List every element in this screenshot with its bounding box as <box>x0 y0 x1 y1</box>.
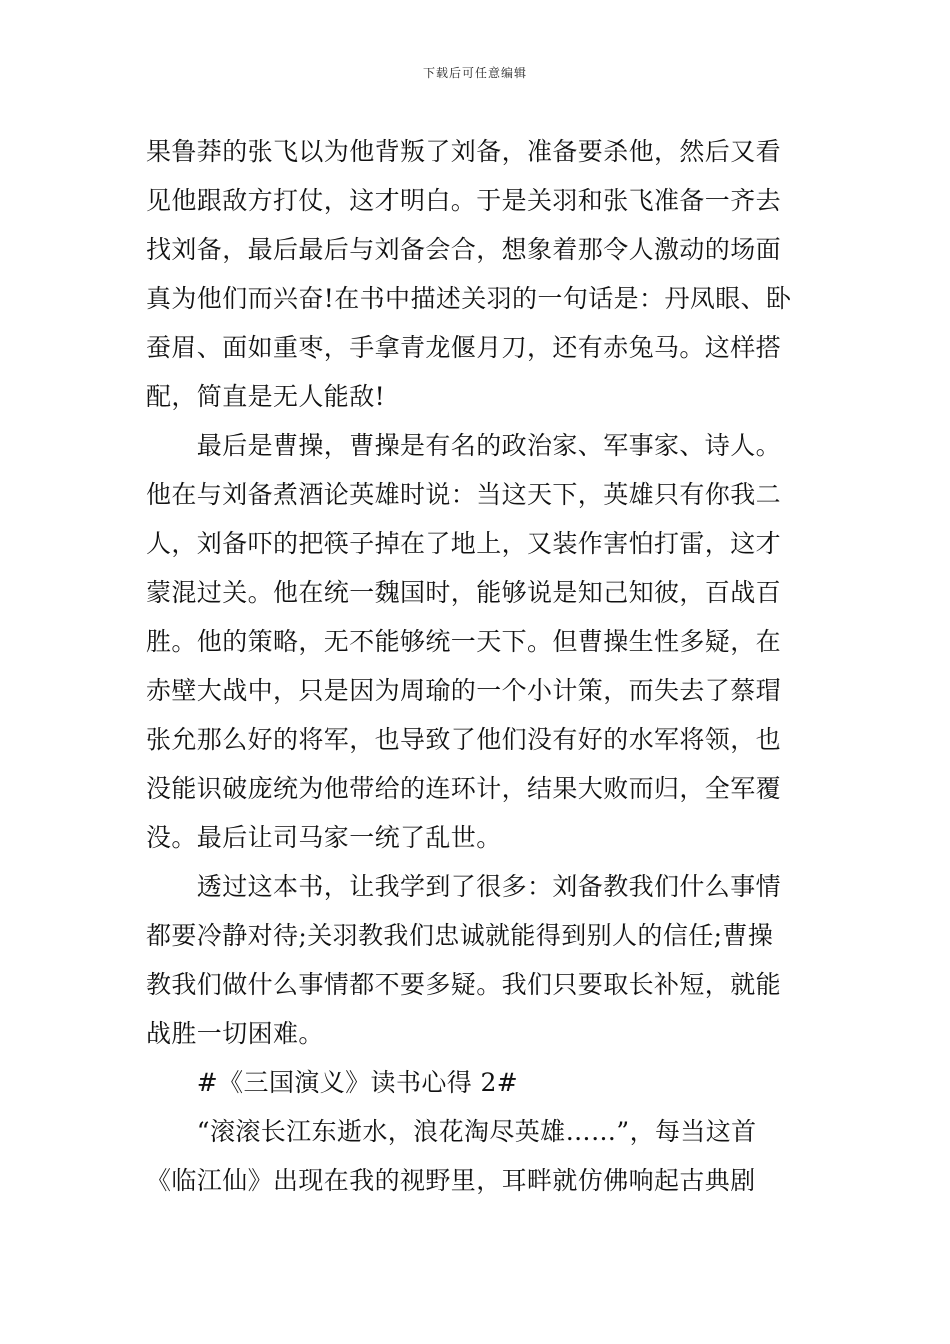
text-line: 蒙混过关。他在统一魏国时，能够说是知己知彼，百战百 <box>146 578 782 607</box>
header-note: 下载后可任意编辑 <box>422 66 527 80</box>
text-line: 教我们做什么事情都不要多疑。我们只要取长补短，就能 <box>146 970 782 999</box>
section-heading: #《三国演义》读书心得 2# <box>146 1068 519 1097</box>
text-line: 没。最后让司马家一统了乱世。 <box>146 823 502 852</box>
text-line: 战胜一切困难。 <box>146 1019 324 1048</box>
text-line: 胜。他的策略，无不能够统一天下。但曹操生性多疑，在 <box>146 627 782 656</box>
text-line: 真为他们而兴奋!在书中描述关羽的一句话是：丹凤眼、卧 <box>146 284 792 313</box>
text-line: 张允那么好的将军，也导致了他们没有好的水军将领，也 <box>146 725 782 754</box>
text-line: 配，简直是无人能敌! <box>146 382 386 411</box>
text-line: 找刘备，最后最后与刘备会合，想象着那令人激动的场面 <box>146 235 782 264</box>
text-line: 都要冷静对待;关羽教我们忠诚就能得到别人的信任;曹操 <box>146 921 774 950</box>
text-line: 赤壁大战中，只是因为周瑜的一个小计策，而失去了蔡瑁 <box>146 676 782 705</box>
text-line: “滚滚长江东逝水，浪花淘尽英雄……”，每当这首 <box>146 1117 757 1146</box>
text-line: 透过这本书，让我学到了很多：刘备教我们什么事情 <box>146 872 782 901</box>
text-line: 果鲁莽的张飞以为他背叛了刘备，准备要杀他，然后又看 <box>146 137 782 166</box>
text-line: 蚕眉、面如重枣，手拿青龙偃月刀，还有赤兔马。这样搭 <box>146 333 782 362</box>
text-line: 最后是曹操，曹操是有名的政治家、军事家、诗人。 <box>146 431 782 460</box>
text-line: 人，刘备吓的把筷子掉在了地上，又装作害怕打雷，这才 <box>146 529 782 558</box>
text-line: 没能识破庞统为他带给的连环计，结果大败而归，全军覆 <box>146 774 782 803</box>
text-line: 《临江仙》出现在我的视野里，耳畔就仿佛响起古典剧 <box>146 1166 756 1195</box>
body-text <box>146 127 810 1205</box>
text-line: 他在与刘备煮酒论英雄时说：当这天下，英雄只有你我二 <box>146 480 782 509</box>
text-line: 见他跟敌方打仗，这才明白。于是关羽和张飞准备一齐去 <box>146 186 782 215</box>
